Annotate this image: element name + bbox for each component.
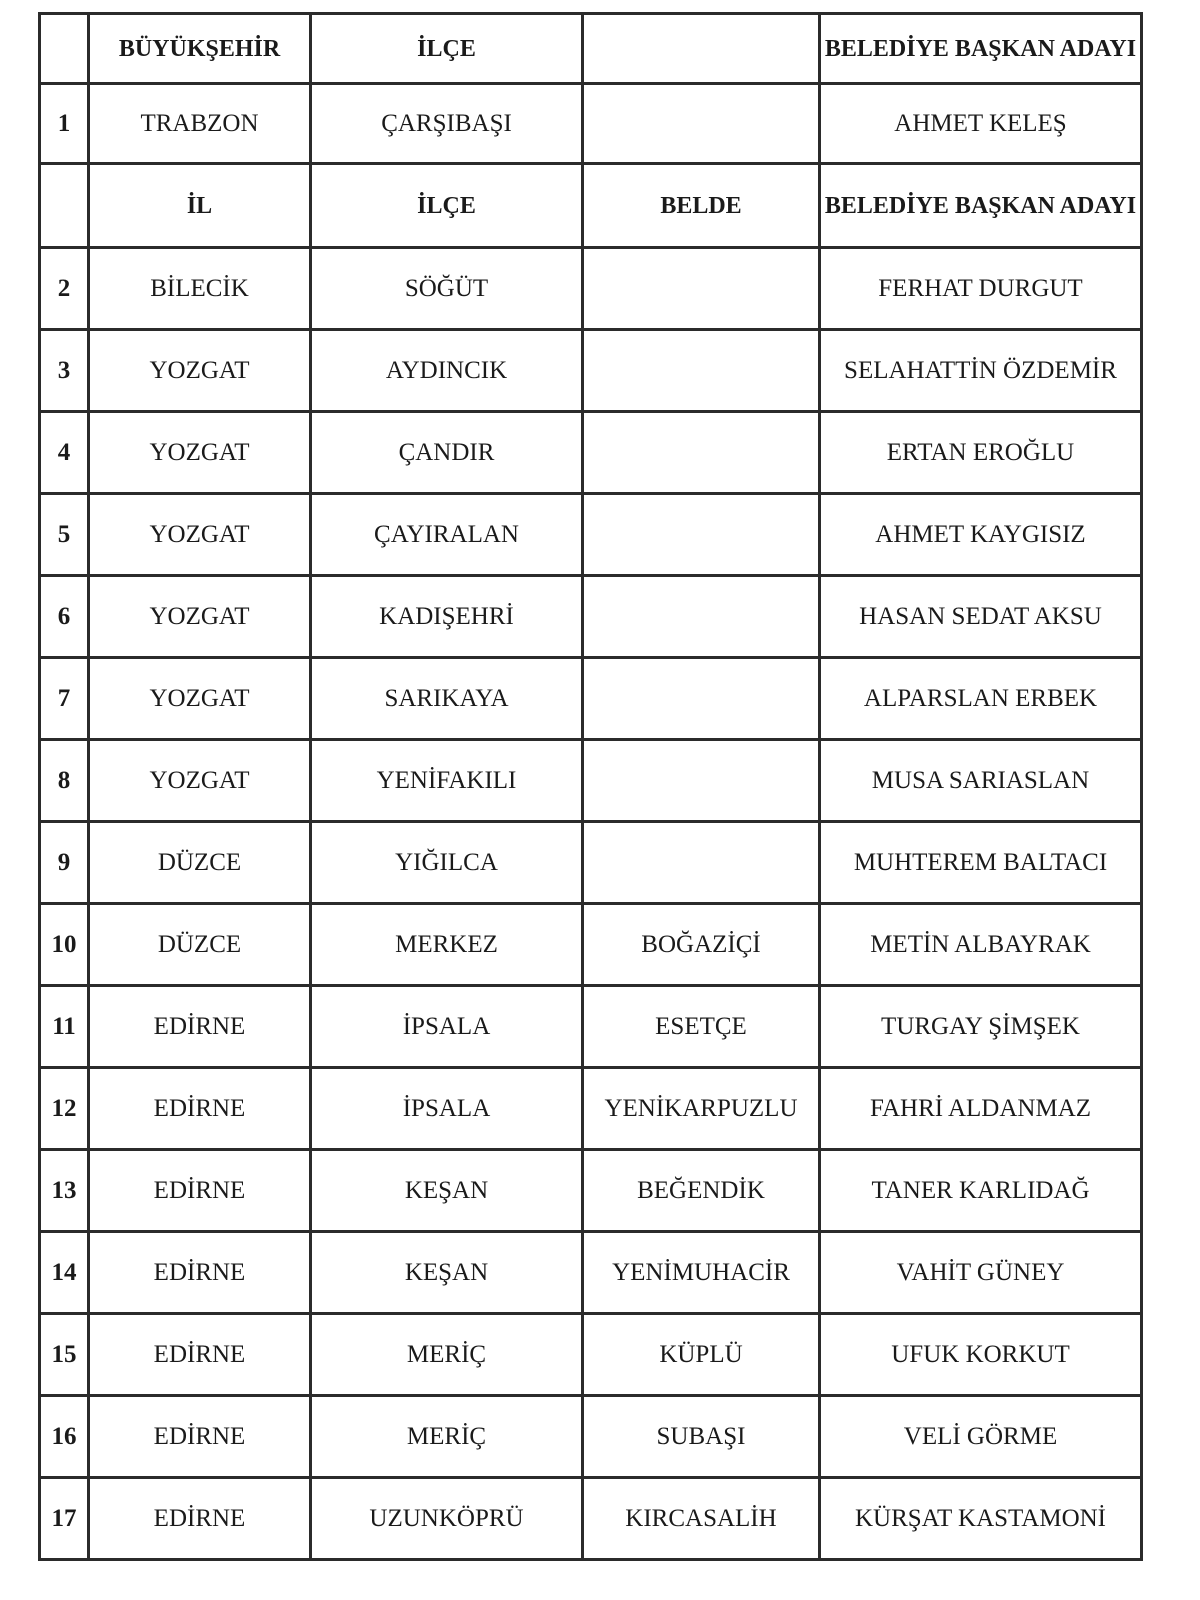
row-province: DÜZCE	[89, 822, 311, 904]
row-candidate: MUSA SARIASLAN	[820, 740, 1142, 822]
table-row	[40, 1150, 1142, 1232]
table-row	[40, 1396, 1142, 1478]
row-candidate: AHMET KELEŞ	[820, 84, 1142, 164]
row-district: KEŞAN	[311, 1150, 583, 1232]
row-candidate: AHMET KAYGISIZ	[820, 494, 1142, 576]
table-row	[40, 412, 1142, 494]
row-town	[583, 576, 820, 658]
row-province: YOZGAT	[89, 412, 311, 494]
row-district: YENİFAKILI	[311, 740, 583, 822]
header-row-province	[40, 164, 1142, 248]
row-candidate: FAHRİ ALDANMAZ	[820, 1068, 1142, 1150]
row-town	[583, 494, 820, 576]
row-province: YOZGAT	[89, 658, 311, 740]
header-district: İLÇE	[311, 14, 583, 84]
table-row	[40, 84, 1142, 164]
row-candidate: FERHAT DURGUT	[820, 248, 1142, 330]
row-candidate: ERTAN EROĞLU	[820, 412, 1142, 494]
table-row	[40, 986, 1142, 1068]
row-province: YOZGAT	[89, 494, 311, 576]
row-number: 6	[40, 576, 89, 658]
header-row-metropolitan	[40, 14, 1142, 84]
table-row	[40, 1314, 1142, 1396]
row-district: KADIŞEHRİ	[311, 576, 583, 658]
row-town: SUBAŞI	[583, 1396, 820, 1478]
row-candidate: TANER KARLIDAĞ	[820, 1150, 1142, 1232]
table-row	[40, 1478, 1142, 1560]
header-district: İLÇE	[311, 164, 583, 248]
header-province: İL	[89, 164, 311, 248]
row-candidate: SELAHATTİN ÖZDEMİR	[820, 330, 1142, 412]
row-town	[583, 248, 820, 330]
table-row	[40, 740, 1142, 822]
table-row	[40, 494, 1142, 576]
row-town: YENİMUHACİR	[583, 1232, 820, 1314]
table-row	[40, 1232, 1142, 1314]
row-province: EDİRNE	[89, 1314, 311, 1396]
row-number: 10	[40, 904, 89, 986]
row-candidate: ALPARSLAN ERBEK	[820, 658, 1142, 740]
row-candidate: TURGAY ŞİMŞEK	[820, 986, 1142, 1068]
row-district: UZUNKÖPRÜ	[311, 1478, 583, 1560]
candidates-table	[38, 12, 1143, 1561]
row-district: İPSALA	[311, 1068, 583, 1150]
row-district: İPSALA	[311, 986, 583, 1068]
row-town	[583, 84, 820, 164]
row-district: ÇARŞIBAŞI	[311, 84, 583, 164]
row-town	[583, 740, 820, 822]
table-row	[40, 248, 1142, 330]
row-town	[583, 822, 820, 904]
row-town	[583, 658, 820, 740]
row-number: 13	[40, 1150, 89, 1232]
row-number: 15	[40, 1314, 89, 1396]
header-town	[583, 14, 820, 84]
table-row	[40, 658, 1142, 740]
row-town: BOĞAZİÇİ	[583, 904, 820, 986]
row-district: MERİÇ	[311, 1314, 583, 1396]
row-province: DÜZCE	[89, 904, 311, 986]
row-number: 3	[40, 330, 89, 412]
row-number: 9	[40, 822, 89, 904]
row-district: MERKEZ	[311, 904, 583, 986]
row-candidate: VELİ GÖRME	[820, 1396, 1142, 1478]
row-province: EDİRNE	[89, 986, 311, 1068]
table-row	[40, 904, 1142, 986]
row-number: 8	[40, 740, 89, 822]
row-number: 11	[40, 986, 89, 1068]
row-district: MERİÇ	[311, 1396, 583, 1478]
header-metropolitan: BÜYÜKŞEHİR	[89, 14, 311, 84]
row-town: KIRCASALİH	[583, 1478, 820, 1560]
row-town: YENİKARPUZLU	[583, 1068, 820, 1150]
row-candidate: UFUK KORKUT	[820, 1314, 1142, 1396]
table-row	[40, 822, 1142, 904]
header-town: BELDE	[583, 164, 820, 248]
row-town: BEĞENDİK	[583, 1150, 820, 1232]
row-district: ÇAYIRALAN	[311, 494, 583, 576]
row-province: EDİRNE	[89, 1232, 311, 1314]
row-number: 7	[40, 658, 89, 740]
row-number: 5	[40, 494, 89, 576]
row-number: 14	[40, 1232, 89, 1314]
row-town	[583, 412, 820, 494]
row-district: KEŞAN	[311, 1232, 583, 1314]
row-district: SARIKAYA	[311, 658, 583, 740]
row-district: AYDINCIK	[311, 330, 583, 412]
row-province: YOZGAT	[89, 740, 311, 822]
row-candidate: MUHTEREM BALTACI	[820, 822, 1142, 904]
row-number: 2	[40, 248, 89, 330]
row-number: 4	[40, 412, 89, 494]
row-province: YOZGAT	[89, 576, 311, 658]
row-district: SÖĞÜT	[311, 248, 583, 330]
table-row	[40, 1068, 1142, 1150]
row-province: BİLECİK	[89, 248, 311, 330]
row-candidate: KÜRŞAT KASTAMONİ	[820, 1478, 1142, 1560]
table-body	[40, 14, 1142, 1560]
row-town: KÜPLÜ	[583, 1314, 820, 1396]
table-row	[40, 576, 1142, 658]
row-province: EDİRNE	[89, 1478, 311, 1560]
row-number: 16	[40, 1396, 89, 1478]
row-number: 12	[40, 1068, 89, 1150]
row-number: 17	[40, 1478, 89, 1560]
row-province: TRABZON	[89, 84, 311, 164]
row-province: EDİRNE	[89, 1396, 311, 1478]
header-number	[40, 164, 89, 248]
table-row	[40, 330, 1142, 412]
row-province: YOZGAT	[89, 330, 311, 412]
row-district: ÇANDIR	[311, 412, 583, 494]
header-candidate: BELEDİYE BAŞKAN ADAYI	[820, 14, 1142, 84]
header-candidate: BELEDİYE BAŞKAN ADAYI	[820, 164, 1142, 248]
row-province: EDİRNE	[89, 1150, 311, 1232]
row-candidate: HASAN SEDAT AKSU	[820, 576, 1142, 658]
row-town: ESETÇE	[583, 986, 820, 1068]
row-town	[583, 330, 820, 412]
row-province: EDİRNE	[89, 1068, 311, 1150]
row-number: 1	[40, 84, 89, 164]
row-candidate: VAHİT GÜNEY	[820, 1232, 1142, 1314]
row-candidate: METİN ALBAYRAK	[820, 904, 1142, 986]
header-number	[40, 14, 89, 84]
row-district: YIĞILCA	[311, 822, 583, 904]
